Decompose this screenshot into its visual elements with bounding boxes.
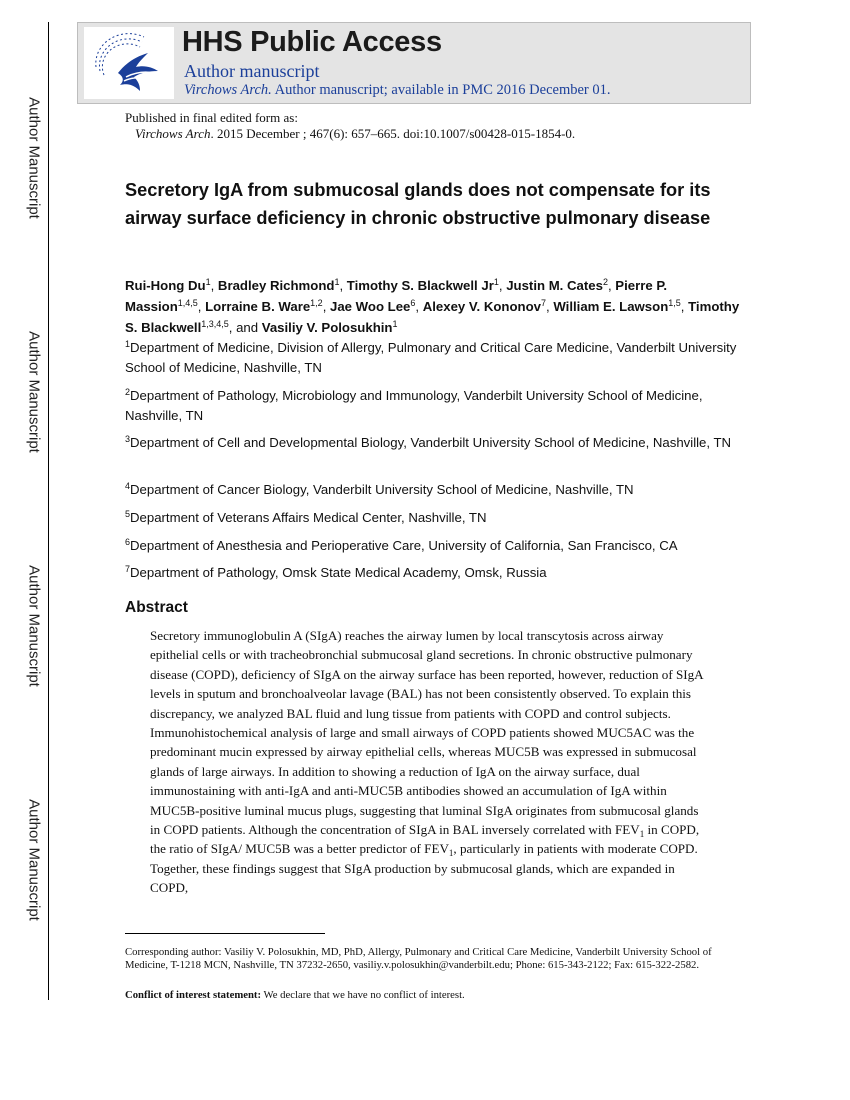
author: Timothy S. Blackwell Jr$^1$, [346,277,507,293]
author-list [125,275,740,338]
author: Lorraine B. Ware$^{1,2}$, [205,298,331,314]
article-title: Secretory IgA from submucosal glands does not compensate for its airway surface deficiency in chronic obstructive pulmonary disease [125,180,711,228]
affiliation: $^2$Department of Pathology, Microbiology and Immunology, Vanderbilt University School of Medicine, Nashville, TN [125,387,703,423]
author: Jae Woo Lee$^6$, [330,298,423,314]
author: Justin M. Cates$^2$, [506,277,616,293]
side-label-author-manuscript: Author Manuscript [25,331,43,453]
affiliation: $^4$Department of Cancer Biology, Vanderbilt University School of Medicine, Nashville, TN [125,481,634,497]
abstract-heading: Abstract [125,599,188,616]
margin-rule [48,22,49,1000]
corresponding-author-note: Corresponding author: Vasiliy V. Polosukhin, MD, PhD, Allergy, Pulmonary and Critical Care Medicine, Vanderbilt University School of Medicine, T-1218 MCN, Nashville, TN 37232-2650, vasiliy.v.polosukhin@vanderbilt.edu; Phone: 615-343-2122; Fax: 615-322-2582. [125,946,712,971]
side-label-author-manuscript: Author Manuscript [25,97,43,219]
header-citation: Virchows Arch. Author manuscript; available in PMC 2016 December 01. [184,82,611,98]
affiliation: $^6$Department of Anesthesia and Perioperative Care, University of California, San Francisco, CA [125,537,678,553]
footnote-divider [125,933,325,934]
affiliation: $^5$Department of Veterans Affairs Medical Center, Nashville, TN [125,509,487,525]
author: Bradley Richmond$^1$, [217,277,347,293]
affiliation: $^1$Department of Medicine, Division of Allergy, Pulmonary and Critical Care Medicine, Vanderbilt University School of Medicine, Nashville, TN [125,339,737,375]
header-title: HHS Public Access [182,26,442,58]
conflict-of-interest-note: Conflict of interest statement: We declare that we have no conflict of interest. [125,989,465,1001]
author: Vasiliy V. Polosukhin$^1$ [261,319,398,335]
author: Rui-Hong Du$^1$, [125,277,218,293]
abstract-body: Secretory immunoglobulin A (SIgA) reaches the airway lumen by local transcytosis across airway epithelial cells or with tracheobronchial submucosal gland secretions. In chronic obstructive pulmonary disease (COPD), deficiency of SIgA on the airway surface has been reported, however, reduction of SIgA levels in sputum and bronchoalveolar lavage (BAL) has not been consistently observed. To explain this discrepancy, we analyzed BAL fluid and lung tissue from patients with COPD and control subjects. Immunohistochemical analysis of large and small airways of COPD patients showed MUC5AC was the predominant mucin expressed by airway epithelial cells, whereas MUC5B was expressed in submucosal glands of large airways. In addition to showing a reduction of IgA on the airway surface, dual immunostaining with anti-IgA and anti-MUC5B antibodies showed an accumulation of IgA within MUC5B-positive luminal mucus plugs, suggesting that luminal SIgA originates from submucosal glands in COPD patients. Although the concentration of SIgA in BAL inversely correlated with $FEV_1$ in COPD, the ratio of SIgA/ MUC5B was a better predictor of $FEV_1$, particularly in patients with moderate COPD. Together, these findings suggest that SIgA production by submucosal glands, which are expanded in COPD, [150,628,703,896]
published-citation: Virchows Arch. 2015 December ; 467(6): 657–665. doi:10.1007/s00428-015-1854-0. [135,126,576,141]
side-label-author-manuscript: Author Manuscript [25,565,43,687]
author: Timothy S. Blackwell$^{1,3,4,5}$, and [125,299,740,335]
affiliation: $^7$Department of Pathology, Omsk State Medical Academy, Omsk, Russia [125,564,547,580]
affiliation: $^3$Department of Cell and Developmental Biology, Vanderbilt University School of Medicine, Nashville, TN [125,434,732,450]
author: William E. Lawson$^{1,5}$, [553,298,689,314]
author: Pierre P. Massion$^{1,4,5}$, [125,278,668,314]
published-label: Published in final edited form as: [125,110,298,125]
side-label-author-manuscript: Author Manuscript [25,799,43,921]
author: Alexey V. Kononov$^7$, [422,298,554,314]
header-subtitle: Author manuscript [184,61,320,81]
hhs-header-banner [77,22,751,104]
hhs-eagle-logo [84,27,174,99]
